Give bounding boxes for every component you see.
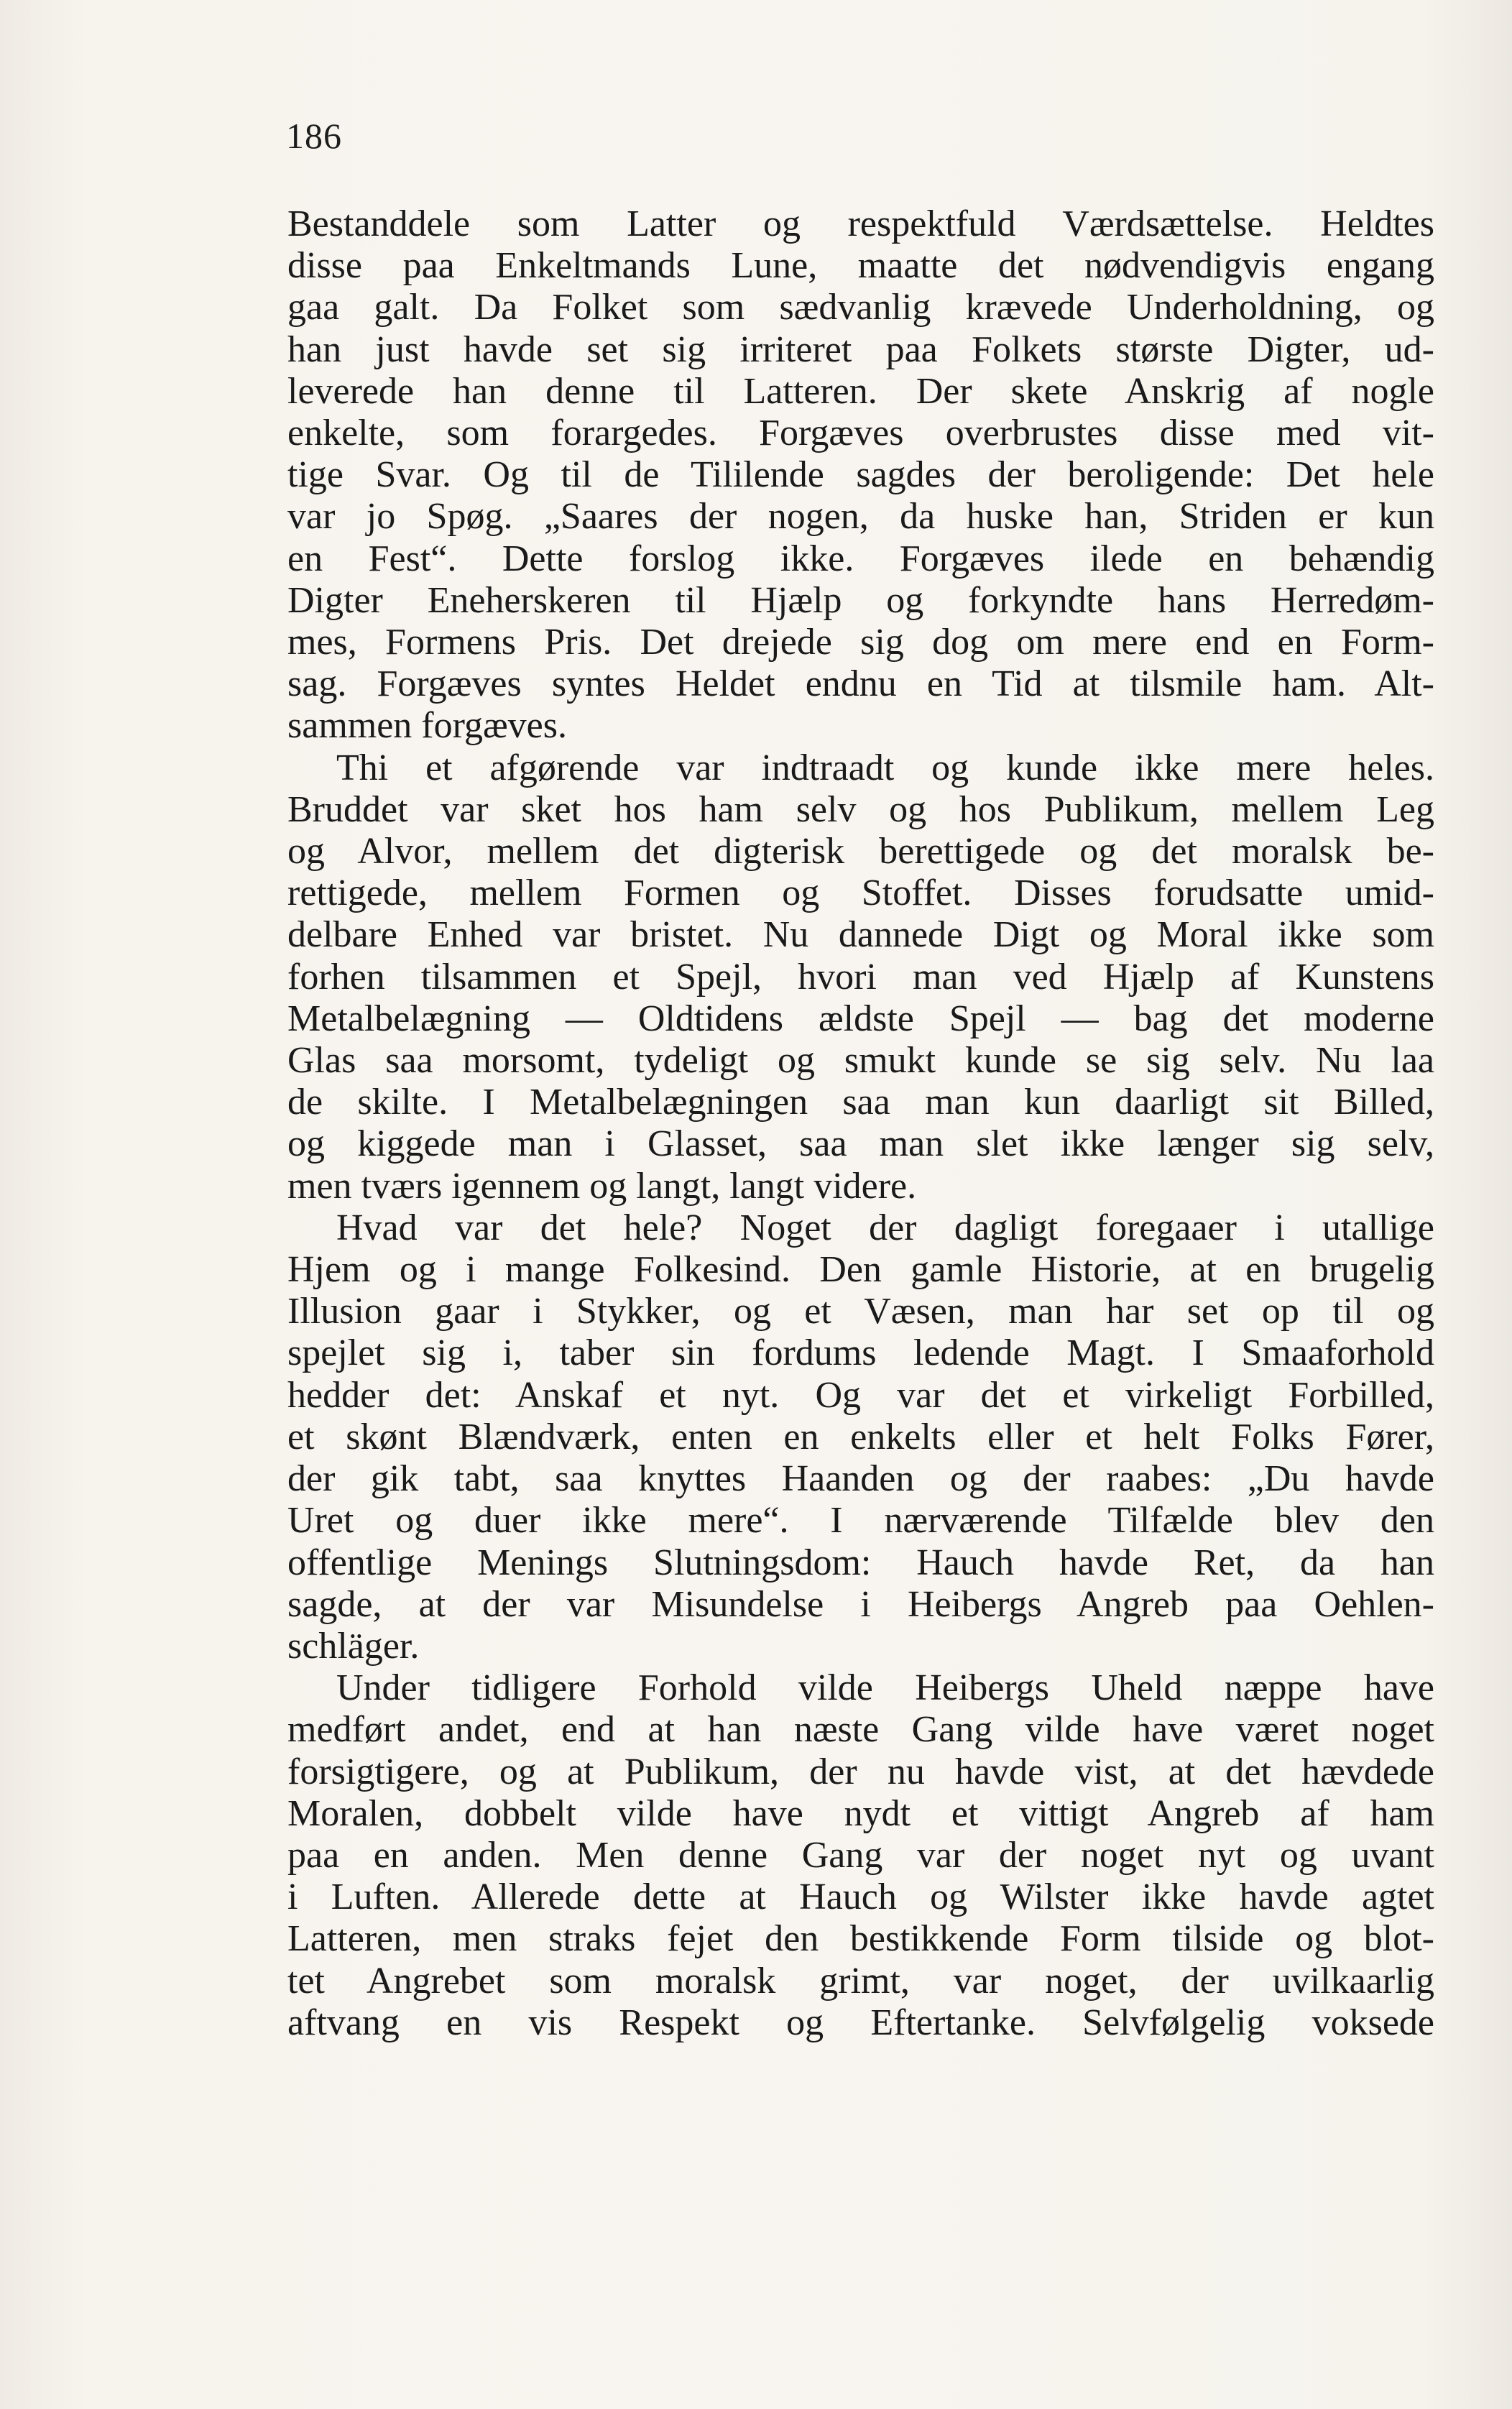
text-line: Moralen, dobbelt vilde have nydt et vittigt Angreb af ham	[287, 1792, 1434, 1834]
text-line: forsigtigere, og at Publikum, der nu havde vist, at det hævdede	[287, 1751, 1434, 1792]
paragraph	[287, 747, 1434, 1207]
text-line: han just havde set sig irriteret paa Folkets største Digter, ud-	[287, 328, 1434, 370]
text-line: i Luften. Allerede dette at Hauch og Wilster ikke havde agtet	[287, 1876, 1434, 1918]
text-line: Thi et afgørende var indtraadt og kunde ikke mere heles.	[336, 747, 1434, 788]
text-line: sammen forgæves.	[287, 705, 567, 747]
text-line: Under tidligere Forhold vilde Heibergs Uheld næppe have	[336, 1667, 1434, 1709]
text-line: et skønt Blændværk, enten en enkelts eller et helt Folks Fører,	[287, 1416, 1434, 1457]
text-line: rettigede, mellem Formen og Stoffet. Disses forudsatte umid-	[287, 872, 1434, 914]
text-line: delbare Enhed var bristet. Nu dannede Digt og Moral ikke som	[287, 914, 1434, 956]
text-line: spejlet sig i, taber sin fordums ledende Magt. I Smaaforhold	[287, 1332, 1434, 1374]
text-line: Metalbelægning — Oldtidens ældste Spejl — bag det moderne	[287, 998, 1434, 1039]
text-line: Hjem og i mange Folkesind. Den gamle Historie, at en brugelig	[287, 1249, 1434, 1291]
text-line: Digter Eneherskeren til Hjælp og forkyndte hans Herredøm-	[287, 579, 1434, 621]
text-line: mes, Formens Pris. Det drejede sig dog om mere end en Form-	[287, 622, 1434, 663]
paragraph	[287, 1207, 1434, 1667]
text-line: sagde, at der var Misundelse i Heibergs Angreb paa Oehlen-	[287, 1583, 1434, 1625]
text-line: og Alvor, mellem det digterisk berettigede og det moralsk be-	[287, 831, 1434, 872]
text-line: gaa galt. Da Folket som sædvanlig krævede Underholdning, og	[287, 287, 1434, 328]
text-line: schläger.	[287, 1625, 420, 1667]
text-line: Uret og duer ikke mere“. I nærværende Tilfælde blev den	[287, 1500, 1434, 1542]
text-line: tige Svar. Og til de Tililende sagdes der beroligende: Det hele	[287, 454, 1434, 496]
text-line: Bruddet var sket hos ham selv og hos Publikum, mellem Leg	[287, 788, 1434, 830]
text-line: men tværs igennem og langt, langt videre.	[287, 1165, 917, 1207]
text-line: medført andet, end at han næste Gang vilde have været noget	[287, 1709, 1434, 1751]
text-line: forhen tilsammen et Spejl, hvori man ved Hjælp af Kunstens	[287, 956, 1434, 998]
page-number: 186	[286, 116, 342, 156]
body-text	[287, 203, 1434, 2044]
text-line: paa en anden. Men denne Gang var der noget nyt og uvant	[287, 1834, 1434, 1876]
text-line: Illusion gaar i Stykker, og et Væsen, man har set op til og	[287, 1291, 1434, 1332]
text-line: Latteren, men straks fejet den bestikkende Form tilside og blot-	[287, 1918, 1434, 1960]
text-line: der gik tabt, saa knyttes Haanden og der raabes: „Du havde	[287, 1458, 1434, 1500]
text-line: en Fest“. Dette forslog ikke. Forgæves ilede en behændig	[287, 538, 1434, 579]
paragraph	[287, 1667, 1434, 2044]
text-line: leverede han denne til Latteren. Der skete Anskrig af nogle	[287, 370, 1434, 412]
text-line: hedder det: Anskaf et nyt. Og var det et virkeligt Forbilled,	[287, 1374, 1434, 1416]
text-line: aftvang en vis Respekt og Eftertanke. Selvfølgelig voksede	[287, 2002, 1434, 2043]
text-line: de skilte. I Metalbelægningen saa man kun daarligt sit Billed,	[287, 1082, 1434, 1123]
text-line: sag. Forgæves syntes Heldet endnu en Tid at tilsmile ham. Alt-	[287, 663, 1434, 705]
text-line: Bestanddele som Latter og respektfuld Værdsættelse. Heldtes	[287, 203, 1434, 244]
text-line: Hvad var det hele? Noget der dagligt foregaaer i utallige	[336, 1207, 1434, 1248]
text-line: Glas saa morsomt, tydeligt og smukt kunde se sig selv. Nu laa	[287, 1040, 1434, 1082]
text-line: disse paa Enkeltmands Lune, maatte det nødvendigvis engang	[287, 245, 1434, 287]
text-line: offentlige Menings Slutningsdom: Hauch havde Ret, da han	[287, 1542, 1434, 1583]
paragraph	[287, 203, 1434, 747]
text-line: tet Angrebet som moralsk grimt, var noget, der uvilkaarlig	[287, 1960, 1434, 2002]
text-line: enkelte, som forargedes. Forgæves overbrustes disse med vit-	[287, 413, 1434, 454]
text-line: var jo Spøg. „Saares der nogen, da huske han, Striden er kun	[287, 496, 1434, 538]
text-line: og kiggede man i Glasset, saa man slet ikke længer sig selv,	[287, 1123, 1434, 1165]
